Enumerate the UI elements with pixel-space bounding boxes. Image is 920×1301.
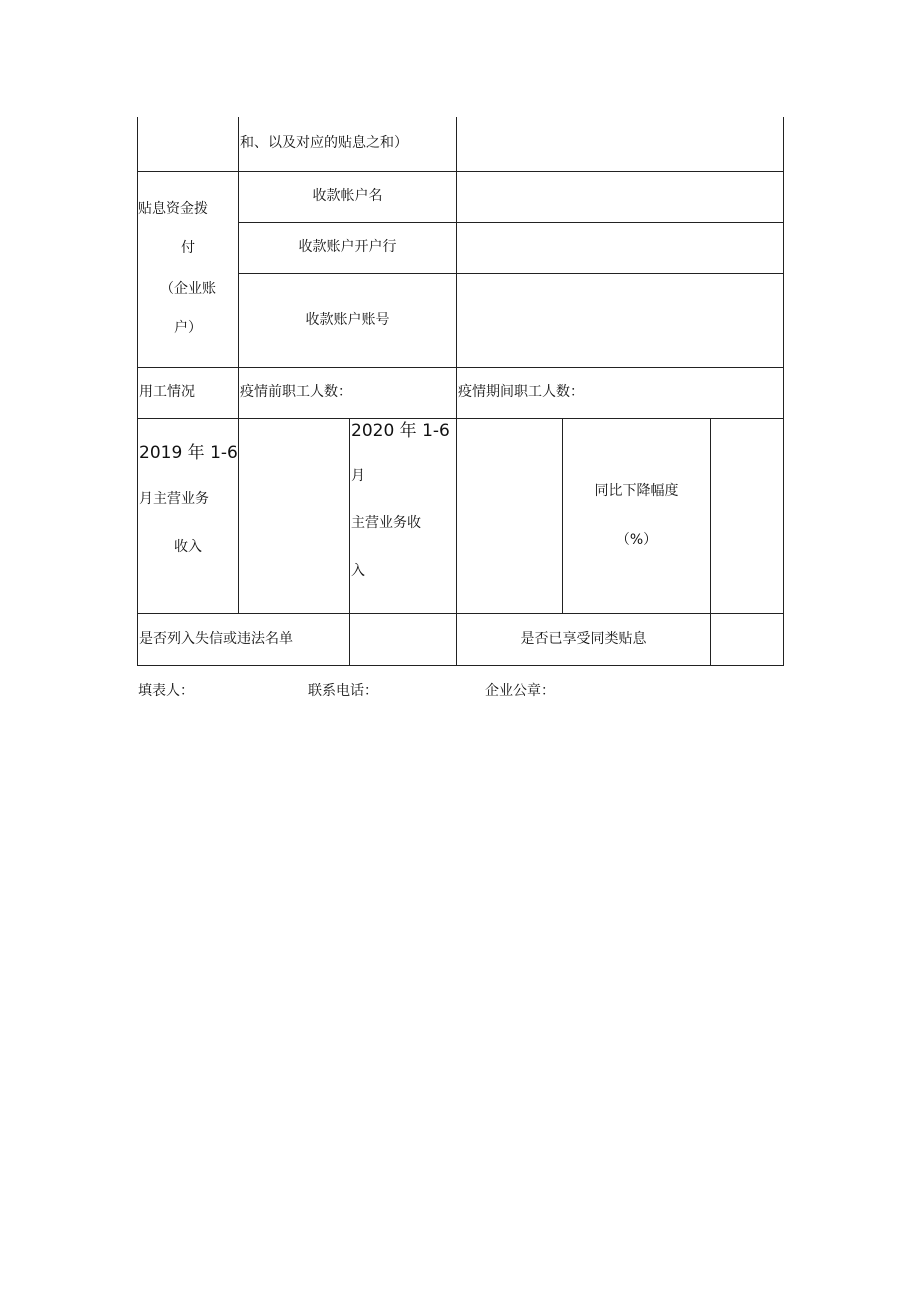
- employees-before-label[interactable]: 疫情前职工人数：: [239, 367, 457, 418]
- account-bank-field[interactable]: [457, 222, 784, 273]
- disbursement-label-line: （企业账: [160, 281, 216, 297]
- revenue-2020-line: 月: [351, 467, 365, 484]
- disbursement-label: [138, 171, 239, 367]
- revenue-2019-label: [138, 418, 239, 613]
- revenue-2019-line: 2019 年 1-6: [139, 442, 238, 463]
- subsidy-application-table: [137, 117, 784, 666]
- revenue-2020-line: 2020 年 1-6: [351, 420, 450, 441]
- revenue-2020-field[interactable]: [457, 418, 563, 613]
- blacklist-label: 是否列入失信或违法名单: [138, 613, 350, 665]
- disbursement-label-line: 付: [181, 240, 195, 257]
- account-number-field[interactable]: [457, 273, 784, 367]
- employment-label: 用工情况: [138, 367, 239, 418]
- account-name-label: 收款帐户名: [239, 171, 457, 222]
- disbursement-label-line: 贴息资金拨: [138, 201, 208, 218]
- revenue-2019-line: 收入: [174, 538, 202, 555]
- row-sum-label-cell: [138, 117, 239, 171]
- employees-during-label[interactable]: 疫情期间职工人数：: [457, 367, 784, 418]
- similar-subsidy-field[interactable]: [711, 613, 784, 665]
- decline-label-cell: [563, 418, 711, 613]
- revenue-2020-line: 主营业务收: [351, 514, 421, 531]
- revenue-2020-line: 入: [351, 563, 365, 580]
- form-footer: [138, 680, 788, 700]
- decline-field[interactable]: [711, 418, 784, 613]
- account-number-label: 收款账户账号: [239, 273, 457, 367]
- revenue-2019-field[interactable]: [239, 418, 350, 613]
- decline-label: 同比下降幅度: [594, 482, 679, 499]
- disbursement-label-line: 户）: [174, 319, 202, 336]
- revenue-2019-line: 月主营业务: [139, 490, 209, 507]
- decline-unit: （%）: [615, 531, 658, 548]
- phone-label: 联系电话：: [308, 683, 378, 699]
- similar-subsidy-label: 是否已享受同类贴息: [457, 613, 711, 665]
- row-sum-text: 和、以及对应的贴息之和）: [239, 117, 457, 171]
- blacklist-field[interactable]: [350, 613, 457, 665]
- row-sum-value-field[interactable]: [457, 117, 784, 171]
- revenue-2020-label: [350, 418, 457, 613]
- account-name-field[interactable]: [457, 171, 784, 222]
- account-bank-label: 收款账户开户行: [239, 222, 457, 273]
- seal-label: 企业公章：: [485, 683, 555, 699]
- filler-label: 填表人：: [138, 683, 194, 699]
